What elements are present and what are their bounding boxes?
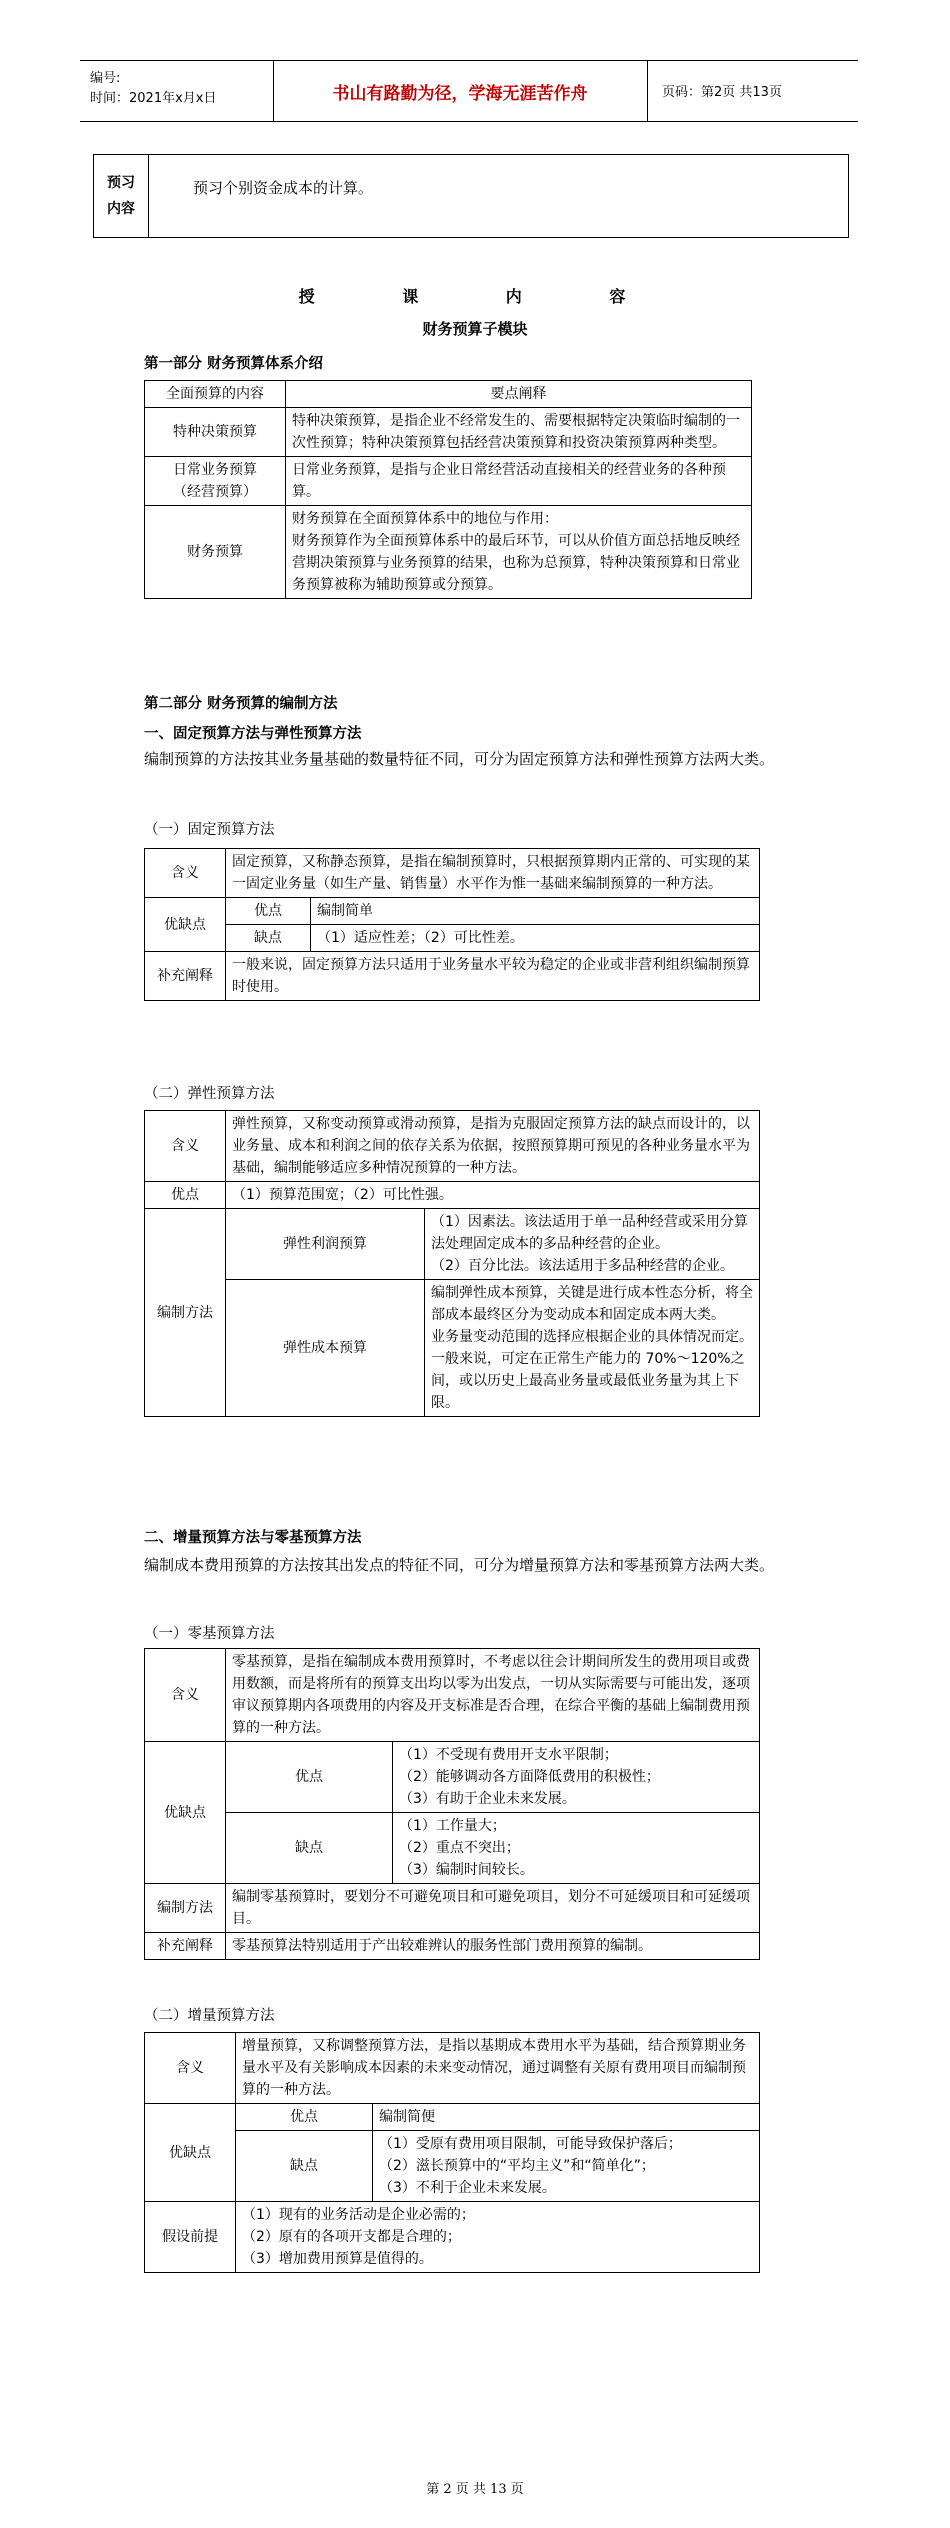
- table-row: [145, 2202, 760, 2273]
- table-header: 要点阐释: [286, 381, 752, 408]
- sec2-heading: 二、增量预算方法与零基预算方法: [144, 1530, 362, 1546]
- row-desc: 固定预算，又称静态预算，是指在编制预算时，只根据预算期内正常的、可实现的某一固定业务量（如生产量、销售量）水平作为惟一基础来编制预算的一种方法。: [226, 849, 760, 898]
- header-divider: [647, 61, 648, 121]
- row-desc: 零基预算，是指在编制成本费用预算时，不考虑以往会计期间所发生的费用项目或费用数额，而是将所有的预算支出均以零为出发点，一切从实际需要与可能出发，逐项审议预算期内各项费用的内容及开支标准是否合理，在综合平衡的基础上编制费用预算的一种方法。: [226, 1649, 760, 1742]
- row-desc-line: （1）现有的业务活动是企业必需的；: [242, 2207, 475, 2223]
- preview-text: 预习个别资金成本的计算。: [149, 155, 849, 238]
- table-row: [145, 457, 752, 506]
- sec2-intro: 编制成本费用预算的方法按其出发点的特征不同，可分为增量预算方法和零基预算方法两大类。: [144, 1556, 775, 1574]
- row-label: 财务预算: [145, 506, 286, 599]
- row-label: [145, 457, 286, 506]
- table-row: [145, 1111, 760, 1182]
- part1-heading: 第一部分 财务预算体系介绍: [144, 356, 324, 372]
- preview-label-line: 预习: [107, 175, 135, 191]
- row-desc: [373, 2131, 760, 2202]
- row-desc: （1）预算范围宽；（2）可比性强。: [226, 1182, 760, 1209]
- table-row: [145, 1182, 760, 1209]
- sub-title: 财务预算子模块: [422, 320, 528, 338]
- row-desc-line: （1）不受现有费用开支水平限制；: [399, 1747, 618, 1763]
- row-label: 补充阐释: [145, 952, 226, 1001]
- row-desc-line: （1）工作量大；: [399, 1818, 506, 1834]
- table-row: [145, 1813, 760, 1884]
- row-desc: [286, 506, 752, 599]
- table-row: [145, 952, 760, 1001]
- table-header: 全面预算的内容: [145, 381, 286, 408]
- row-label: 含义: [145, 849, 226, 898]
- row-desc: [425, 1280, 760, 1417]
- zero-budget-table: [144, 1648, 760, 1960]
- page-header: [80, 60, 858, 122]
- table-row: [145, 1209, 760, 1280]
- row-label: 优缺点: [145, 1742, 226, 1884]
- sec1-intro: 编制预算的方法按其业务量基础的数量特征不同，可分为固定预算方法和弹性预算方法两大类。: [144, 750, 775, 768]
- table-row: [145, 1884, 760, 1933]
- row-desc: （1）适应性差；（2）可比性差。: [311, 925, 760, 952]
- row-desc: [425, 1209, 760, 1280]
- row-label: 特种决策预算: [145, 408, 286, 457]
- table-row: [145, 849, 760, 898]
- sub-label: 缺点: [236, 2131, 373, 2202]
- sub-label: 弹性利润预算: [226, 1209, 425, 1280]
- row-label: 含义: [145, 1649, 226, 1742]
- table-row: [145, 1742, 760, 1813]
- row-label: 编制方法: [145, 1209, 226, 1417]
- incremental-heading: （二）增量预算方法: [144, 2008, 275, 2024]
- row-desc-line: （1）受原有费用项目限制，可能导致保护落后；: [379, 2136, 682, 2152]
- flexible-heading: （二）弹性预算方法: [144, 1086, 275, 1102]
- fixed-budget-table: [144, 848, 760, 1001]
- sub-label: 缺点: [226, 925, 311, 952]
- row-desc-line: （2）百分比法。该法适用于多品种经营的企业。: [431, 1258, 734, 1274]
- row-label: 优缺点: [145, 898, 226, 952]
- table-row: [145, 2131, 760, 2202]
- zero-heading: （一）零基预算方法: [144, 1626, 275, 1642]
- table-row: [145, 408, 752, 457]
- row-desc: 编制零基预算时，要划分不可避免项目和可避免项目，划分不可延缓项目和可延缓项目。: [226, 1884, 760, 1933]
- row-desc: 特种决策预算，是指企业不经常发生的、需要根据特定决策临时编制的一次性预算；特种决策预算包括经营决策预算和投资决策预算两种类型。: [286, 408, 752, 457]
- row-label: 补充阐释: [145, 1933, 226, 1960]
- table-row: [145, 925, 760, 952]
- sub-label: 弹性成本预算: [226, 1280, 425, 1417]
- fixed-heading: （一）固定预算方法: [144, 822, 275, 838]
- sub-label: 优点: [236, 2104, 373, 2131]
- sec1-heading: 一、固定预算方法与弹性预算方法: [144, 726, 362, 742]
- row-desc: 弹性预算，又称变动预算或滑动预算，是指为克服固定预算方法的缺点而设计的，以业务量、成本和利润之间的依存关系为依据，按照预算期可预见的各种业务量水平为基础，编制能够适应多种情况预算的一种方法。: [226, 1111, 760, 1182]
- row-desc-line: （2）原有的各项开支都是合理的；: [242, 2229, 461, 2245]
- preview-label-line: 内容: [107, 201, 135, 217]
- budget-system-table: [144, 380, 752, 599]
- row-desc: 零基预算法特别适用于产出较难辨认的服务性部门费用预算的编制。: [226, 1933, 760, 1960]
- row-label: 优点: [145, 1182, 226, 1209]
- part2-heading: 第二部分 财务预算的编制方法: [144, 696, 338, 712]
- incremental-budget-table: [144, 2032, 760, 2273]
- row-desc-line: 财务预算在全面预算体系中的地位与作用：: [292, 511, 558, 527]
- sub-label: 缺点: [226, 1813, 393, 1884]
- row-label-line: 日常业务预算: [173, 462, 257, 478]
- row-desc-line: 编制弹性成本预算，关键是进行成本性态分析，将全部成本最终区分为变动成本和固定成本两大类。: [431, 1285, 753, 1323]
- row-desc: [393, 1813, 760, 1884]
- table-row: [145, 898, 760, 925]
- row-desc-line: 财务预算作为全面预算体系中的最后环节，可以从价值方面总括地反映经营期决策预算与业务预算的结果，也称为总预算，特种决策预算和日常业务预算被称为辅助预算或分预算。: [292, 533, 740, 593]
- main-title: 授 课 内 容: [298, 287, 652, 306]
- row-desc: [236, 2202, 760, 2273]
- row-label-line: （经营预算）: [173, 484, 257, 500]
- number-label: 编号:: [90, 71, 121, 86]
- table-row: [145, 506, 752, 599]
- page-footer: 第 2 页 共 13 页: [426, 2482, 524, 2497]
- preview-box: [93, 154, 849, 238]
- header-meta: [90, 69, 216, 109]
- row-label: 假设前提: [145, 2202, 236, 2273]
- table-row: [145, 1933, 760, 1960]
- sub-label: 优点: [226, 1742, 393, 1813]
- row-desc: 编制简单: [311, 898, 760, 925]
- row-desc-line: （3）编制时间较长。: [399, 1862, 534, 1878]
- row-desc-line: 业务量变动范围的选择应根据企业的具体情况而定。一般来说，可定在正常生产能力的 70%～120%之间，或以历史上最高业务量或最低业务量为其上下限。: [431, 1329, 753, 1411]
- table-row: [145, 1649, 760, 1742]
- sub-label: 优点: [226, 898, 311, 925]
- row-desc: 编制简便: [373, 2104, 760, 2131]
- row-label: 优缺点: [145, 2104, 236, 2202]
- table-row: [145, 1280, 760, 1417]
- row-label: 含义: [145, 1111, 226, 1182]
- row-desc-line: （3）不利于企业未来发展。: [379, 2180, 556, 2196]
- table-row: [145, 2104, 760, 2131]
- row-label: 含义: [145, 2033, 236, 2104]
- row-desc-line: （2）滋长预算中的“平均主义”和“简单化”；: [379, 2158, 655, 2174]
- header-motto: 书山有路勤为径，学海无涯苦作舟: [332, 84, 588, 104]
- row-label: 编制方法: [145, 1884, 226, 1933]
- table-row: [145, 2033, 760, 2104]
- row-desc-line: （2）能够调动各方面降低费用的积极性；: [399, 1769, 660, 1785]
- row-desc-line: （3）有助于企业未来发展。: [399, 1791, 576, 1807]
- row-desc: 日常业务预算，是指与企业日常经营活动直接相关的经营业务的各种预算。: [286, 457, 752, 506]
- row-desc: 增量预算，又称调整预算方法，是指以基期成本费用水平为基础，结合预算期业务量水平及有关影响成本因素的未来变动情况，通过调整有关原有费用项目而编制预算的一种方法。: [236, 2033, 760, 2104]
- row-desc: [393, 1742, 760, 1813]
- row-desc: 一般来说，固定预算方法只适用于业务量水平较为稳定的企业或非营利组织编制预算时使用。: [226, 952, 760, 1001]
- header-page-number: 页码：第2页 共13页: [662, 85, 782, 100]
- row-desc-line: （1）因素法。该法适用于单一品种经营或采用分算法处理固定成本的多品种经营的企业。: [431, 1214, 748, 1252]
- flexible-budget-table: [144, 1110, 760, 1417]
- time-label: 时间：2021年x月x日: [90, 91, 217, 106]
- preview-label: [94, 155, 149, 238]
- row-desc-line: （2）重点不突出；: [399, 1840, 520, 1856]
- row-desc-line: （3）增加费用预算是值得的。: [242, 2251, 433, 2267]
